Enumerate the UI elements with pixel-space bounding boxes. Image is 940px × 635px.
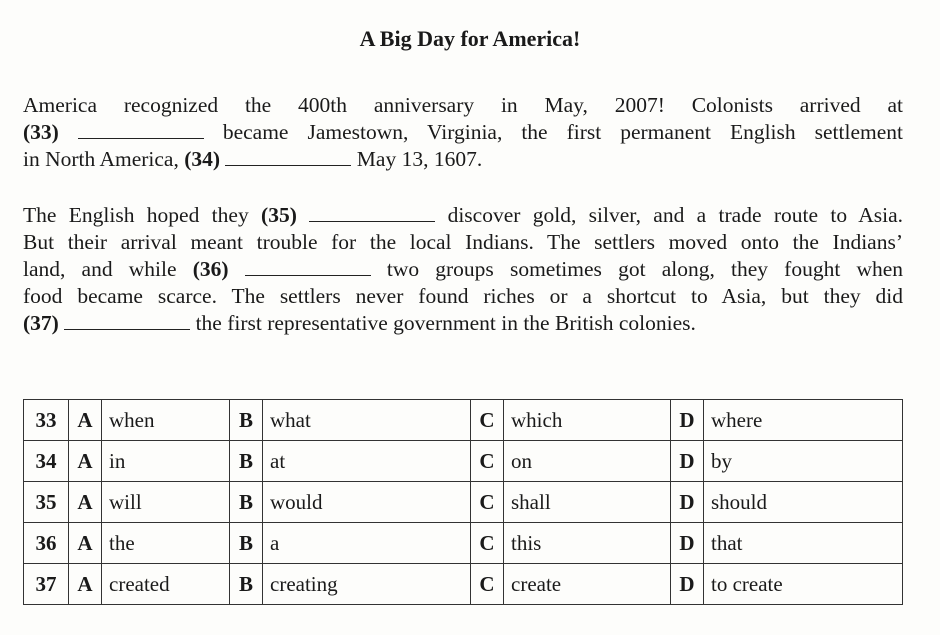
question-number-37: (37) — [23, 311, 59, 335]
paragraph-2-line-2: But their arrival meant trouble for the local Indians. The settlers moved onto the Indians’ — [23, 230, 903, 254]
question-number-36: (36) — [192, 257, 229, 281]
option-letter-b: B — [230, 564, 263, 605]
paragraph-2-line-5-post: the first representative government in the British colonies. — [195, 311, 696, 335]
answer-blank-36[interactable] — [245, 257, 371, 276]
option-letter-d: D — [671, 482, 704, 523]
paragraph-1-line-1: America recognized the 400th anniversary in May, 2007! Colonists arrived at — [23, 93, 903, 117]
table-row — [24, 482, 903, 523]
option-d[interactable]: where — [704, 400, 903, 441]
table-row — [24, 523, 903, 564]
table-row — [24, 564, 903, 605]
option-letter-a: A — [69, 564, 102, 605]
option-letter-a: A — [69, 523, 102, 564]
answer-blank-33[interactable] — [78, 120, 204, 139]
answer-blank-35[interactable] — [309, 203, 435, 222]
option-c[interactable]: which — [504, 400, 671, 441]
option-a[interactable]: will — [102, 482, 230, 523]
option-b[interactable]: would — [263, 482, 471, 523]
page-title: A Big Day for America! — [359, 26, 581, 51]
paragraph-2-line-3-post: two groups sometimes got along, they fought when — [386, 257, 903, 281]
option-a[interactable]: in — [102, 441, 230, 482]
option-letter-c: C — [471, 400, 504, 441]
option-letter-b: B — [230, 441, 263, 482]
question-number-33: (33) — [23, 120, 59, 144]
option-letter-d: D — [671, 564, 704, 605]
question-number-34: (34) — [184, 147, 221, 171]
option-letter-a: A — [69, 441, 102, 482]
question-number-35: (35) — [261, 203, 297, 227]
paragraph-2-line-5 — [23, 310, 903, 337]
row-question-number: 36 — [24, 523, 69, 564]
answer-options-table — [23, 399, 903, 605]
answer-blank-37[interactable] — [64, 311, 190, 330]
option-a[interactable]: created — [102, 564, 230, 605]
option-b[interactable]: creating — [263, 564, 471, 605]
option-letter-b: B — [230, 523, 263, 564]
paragraph-1-line-3-pre: in North America, — [23, 147, 179, 171]
option-letter-c: C — [471, 482, 504, 523]
row-question-number: 33 — [24, 400, 69, 441]
option-c[interactable]: create — [504, 564, 671, 605]
paragraph-2-line-4: food became scarce. The settlers never found riches or a shortcut to Asia, but they did — [23, 284, 903, 308]
option-b[interactable]: what — [263, 400, 471, 441]
option-d[interactable]: should — [704, 482, 903, 523]
option-d[interactable]: that — [704, 523, 903, 564]
table-row — [24, 441, 903, 482]
option-letter-d: D — [671, 400, 704, 441]
option-c[interactable]: on — [504, 441, 671, 482]
table-row — [24, 400, 903, 441]
paragraph-1 — [23, 92, 903, 173]
option-letter-c: C — [471, 564, 504, 605]
option-letter-d: D — [671, 523, 704, 564]
option-letter-c: C — [471, 523, 504, 564]
option-letter-a: A — [69, 400, 102, 441]
option-a[interactable]: the — [102, 523, 230, 564]
option-b[interactable]: at — [263, 441, 471, 482]
paragraph-2 — [23, 202, 903, 337]
row-question-number: 35 — [24, 482, 69, 523]
paragraph-2-line-1-post: discover gold, silver, and a trade route to Asia. — [447, 203, 903, 227]
option-d[interactable]: by — [704, 441, 903, 482]
row-question-number: 37 — [24, 564, 69, 605]
paragraph-1-line-3 — [23, 146, 903, 173]
paragraph-2-line-1 — [23, 202, 903, 229]
row-question-number: 34 — [24, 441, 69, 482]
answer-blank-34[interactable] — [225, 147, 351, 166]
paragraph-2-line-3-pre: land, and while — [23, 257, 177, 281]
option-c[interactable]: this — [504, 523, 671, 564]
paragraph-2-line-1-pre: The English hoped they — [23, 203, 249, 227]
option-letter-b: B — [230, 482, 263, 523]
option-letter-d: D — [671, 441, 704, 482]
paragraph-1-line-3-post: May 13, 1607. — [356, 147, 483, 171]
option-c[interactable]: shall — [504, 482, 671, 523]
option-letter-a: A — [69, 482, 102, 523]
option-b[interactable]: a — [263, 523, 471, 564]
paragraph-1-line-2-text: became Jamestown, Virginia, the first permanent English settlement — [222, 120, 903, 144]
option-d[interactable]: to create — [704, 564, 903, 605]
option-letter-c: C — [471, 441, 504, 482]
option-letter-b: B — [230, 400, 263, 441]
paragraph-1-line-2 — [23, 119, 903, 146]
option-a[interactable]: when — [102, 400, 230, 441]
paragraph-2-line-3 — [23, 256, 903, 283]
